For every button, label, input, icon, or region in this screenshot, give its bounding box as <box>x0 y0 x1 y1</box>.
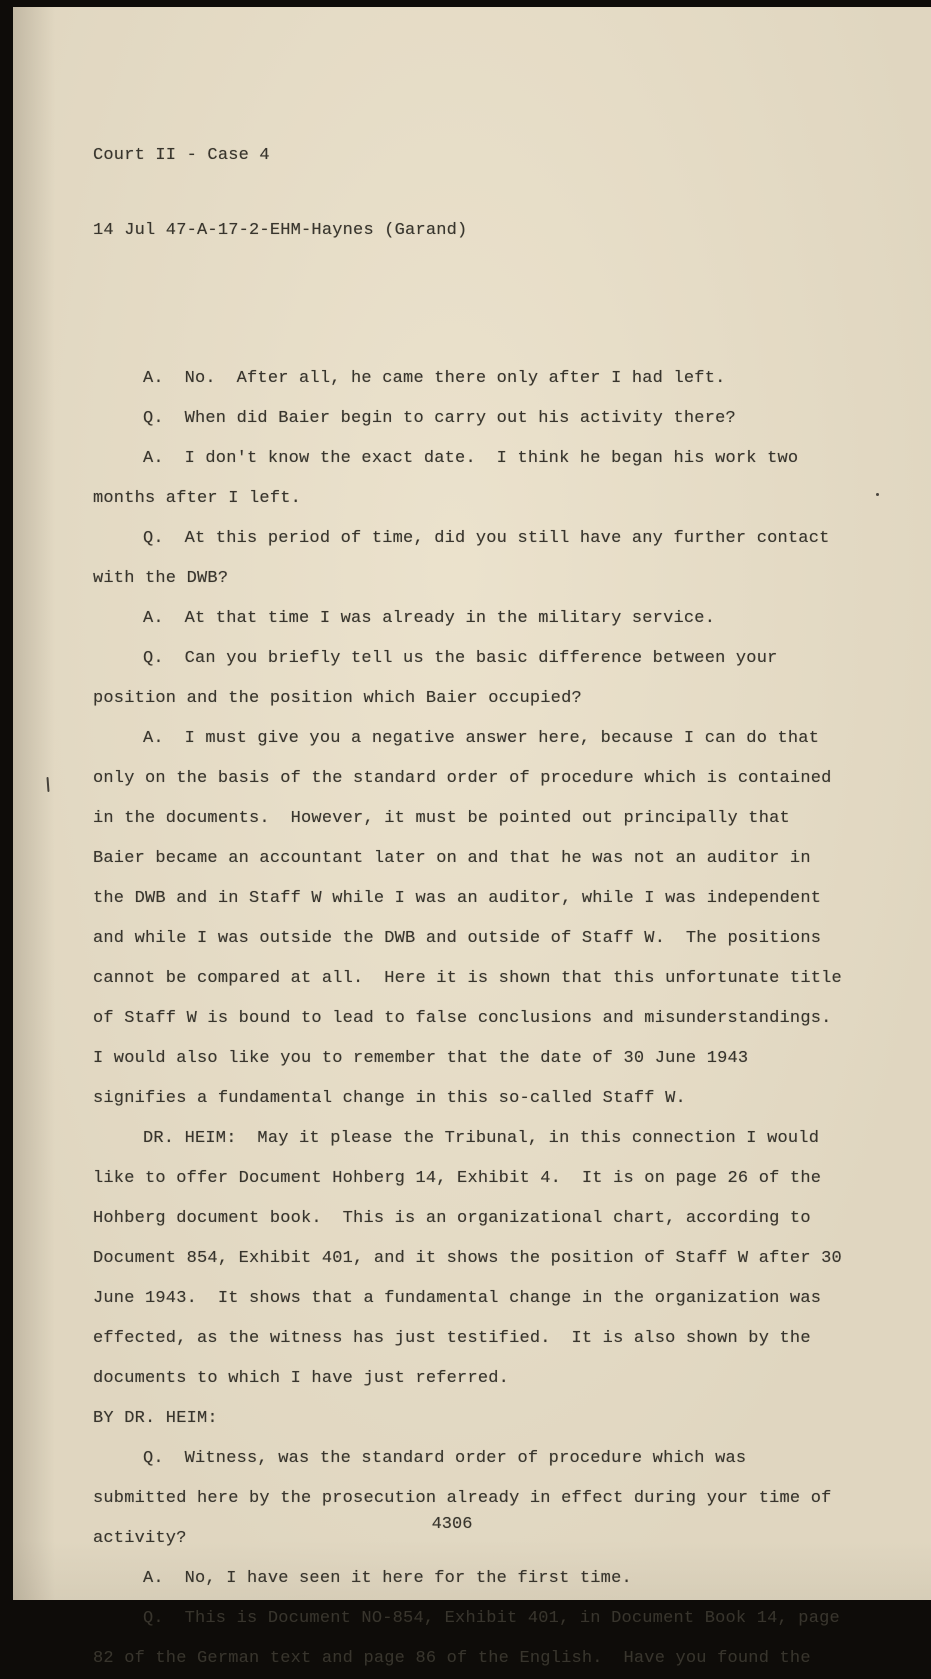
page-header <box>93 93 847 293</box>
transcript-paragraph: A. I don't know the exact date. I think he began his work two months after I left. <box>93 449 809 508</box>
transcript-speaker-heading: BY DR. HEIM: <box>93 1409 218 1428</box>
header-case-line: Court II - Case 4 <box>93 146 270 165</box>
transcript-paragraph: DR. HEIM: May it please the Tribunal, in this connection I would like to offer Document Hohberg 14, Exhibit 4. It is on page 26 of the Hohberg document book. This is an organizational chart, according to Document 854, Exhibit 401, and it shows the position of Staff W after 30 June 1943. It shows that a fundamental change in the organization was effected, as the witness has just testified. It is also shown by the documents to which I have just referred. <box>93 1129 853 1388</box>
transcript-paragraph: Q. Can you briefly tell us the basic difference between your position and the position which Baier occupied? <box>93 649 788 708</box>
transcript-paragraph: Q. When did Baier begin to carry out his activity there? <box>143 409 736 428</box>
page-content <box>13 7 931 1679</box>
transcript-paragraph: Q. At this period of time, did you still have any further contact with the DWB? <box>93 529 840 588</box>
stray-mark <box>876 493 879 496</box>
transcript-paragraph: A. At that time I was already in the military service. <box>143 609 716 628</box>
transcript-paragraph: A. I must give you a negative answer here, because I can do that only on the basis of the standard order of procedure which is contained in the documents. However, it must be pointed out principally that Baier became an accountant later on and that he was not an auditor in the DWB and in Staff W while I was an auditor, while I was independent and while I was outside the DWB and outside of Staff W. The positions cannot be compared at all. Here it is shown that this unfortunate title of Staff W is bound to lead to false conclusions and misunderstandings. I would also like you to remember that the date of 30 June 1943 signifies a fundamental change in this so-called Staff W. <box>93 729 853 1108</box>
transcript-paragraph: A. No, I have seen it here for the first time. <box>143 1569 632 1588</box>
header-session-line: 14 Jul 47-A-17-2-EHM-Haynes (Garand) <box>93 221 468 240</box>
transcript-paragraph: A. No. After all, he came there only after I had left. <box>143 369 726 388</box>
document-page <box>13 7 931 1668</box>
page-number: 4306 <box>431 1515 473 1534</box>
transcript-paragraph: Q. Witness, was the standard order of procedure which was submitted here by the prosecution already in effect during your time of activity? <box>93 1449 842 1548</box>
transcript-paragraph: Q. This is Document NO-854, Exhibit 401, in Document Book 14, page 82 of the German text and page 86 of the English. Have you found the <box>93 1609 851 1668</box>
